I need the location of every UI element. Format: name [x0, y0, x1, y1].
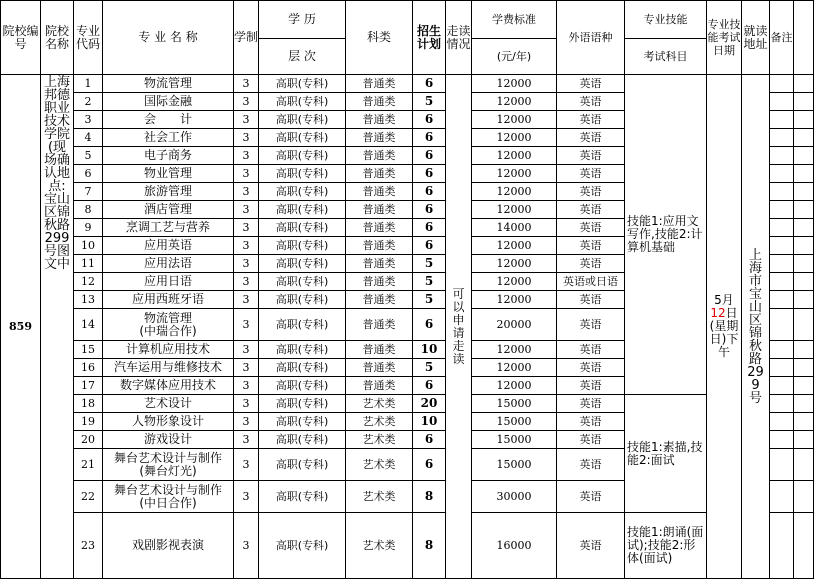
fee-cell: 12000: [472, 183, 557, 201]
col-header-education-bottom: 层 次: [259, 39, 346, 75]
category-cell: 普通类: [346, 111, 413, 129]
major-code-cell: 23: [74, 513, 103, 579]
major-name-cell: [103, 359, 234, 377]
major-name-cell: [103, 201, 234, 219]
major-name-cell: [103, 431, 234, 449]
major-name-text: 数字媒体应用技术: [119, 378, 216, 392]
language-cell: 英语: [557, 291, 625, 309]
category-cell: 普通类: [346, 377, 413, 395]
plan-cell: 5: [413, 93, 446, 111]
category-cell: 普通类: [346, 219, 413, 237]
category-cell: 艺术类: [346, 431, 413, 449]
language-cell: 英语: [557, 183, 625, 201]
major-name-cell: [103, 273, 234, 291]
major-name-note: (中瑞合作): [139, 323, 197, 338]
fee-cell: 14000: [472, 219, 557, 237]
major-name-cell: [103, 219, 234, 237]
fee-cell: 12000: [472, 273, 557, 291]
skill-exam-cell-drama: 技能1:朗诵(面试);技能2:形体(面试): [625, 513, 707, 579]
major-name-cell: [103, 481, 234, 513]
col-header-years: 学制: [234, 1, 259, 75]
blank-cell: [794, 111, 814, 129]
major-code-cell: 17: [74, 377, 103, 395]
blank-cell: [794, 273, 814, 291]
col-header-language: 外语语种: [557, 1, 625, 75]
note-cell: [770, 413, 794, 431]
years-cell: 3: [234, 513, 259, 579]
major-code-cell: 5: [74, 147, 103, 165]
education-cell: 高职(专科): [259, 273, 346, 291]
major-name-text: 会 计: [143, 112, 192, 126]
col-header-fee-bottom: (元/年): [472, 39, 557, 75]
education-cell: 高职(专科): [259, 377, 346, 395]
note-cell: [770, 201, 794, 219]
note-cell: [770, 431, 794, 449]
major-name-text: 艺术设计: [143, 396, 192, 410]
language-cell: 英语: [557, 219, 625, 237]
years-cell: 3: [234, 449, 259, 481]
plan-cell: 5: [413, 291, 446, 309]
note-cell: [770, 183, 794, 201]
blank-cell: [794, 309, 814, 341]
skill-exam-cell-art: 技能1:素描,技能2:面试: [625, 395, 707, 513]
major-code-cell: 21: [74, 449, 103, 481]
note-cell: [770, 449, 794, 481]
col-header-skill-top: 专业技能: [625, 1, 707, 39]
years-cell: 3: [234, 309, 259, 341]
category-cell: 普通类: [346, 183, 413, 201]
note-cell: [770, 111, 794, 129]
note-cell: [770, 309, 794, 341]
major-name-text: 舞台艺术设计与制作: [113, 482, 222, 497]
fee-cell: 12000: [472, 201, 557, 219]
col-header-education-top: 学 历: [259, 1, 346, 39]
education-cell: 高职(专科): [259, 147, 346, 165]
education-cell: 高职(专科): [259, 395, 346, 413]
fee-cell: 20000: [472, 309, 557, 341]
col-header-school-code: 院校编号: [1, 1, 41, 75]
col-header-fee-top: 学费标准: [472, 1, 557, 39]
education-cell: 高职(专科): [259, 183, 346, 201]
education-cell: 高职(专科): [259, 201, 346, 219]
blank-cell: [794, 147, 814, 165]
category-cell: 普通类: [346, 273, 413, 291]
col-header-address: 就读地址: [742, 1, 770, 75]
major-name-text: 旅游管理: [143, 184, 192, 198]
major-name-text: 人物形象设计: [131, 414, 204, 428]
education-cell: 高职(专科): [259, 359, 346, 377]
major-code-cell: 22: [74, 481, 103, 513]
language-cell: 英语: [557, 165, 625, 183]
language-cell: 英语: [557, 449, 625, 481]
category-cell: 艺术类: [346, 395, 413, 413]
col-header-note: 备注: [770, 1, 794, 75]
blank-cell: [794, 201, 814, 219]
major-name-cell: [103, 449, 234, 481]
major-code-cell: 2: [74, 93, 103, 111]
language-cell: 英语: [557, 93, 625, 111]
education-cell: 高职(专科): [259, 431, 346, 449]
note-cell: [770, 129, 794, 147]
years-cell: 3: [234, 395, 259, 413]
major-code-cell: 11: [74, 255, 103, 273]
note-cell: [770, 147, 794, 165]
plan-cell: 5: [413, 359, 446, 377]
years-cell: 3: [234, 431, 259, 449]
major-name-cell: [103, 129, 234, 147]
years-cell: 3: [234, 341, 259, 359]
plan-cell: 10: [413, 413, 446, 431]
blank-header-cell: [794, 1, 814, 75]
note-cell: [770, 481, 794, 513]
major-name-cell: [103, 513, 234, 579]
years-cell: 3: [234, 111, 259, 129]
note-cell: [770, 75, 794, 93]
col-header-school-name: 院校名称: [41, 1, 74, 75]
major-name-text: 酒店管理: [143, 202, 192, 216]
language-cell: 英语: [557, 341, 625, 359]
fee-cell: 12000: [472, 255, 557, 273]
language-cell: 英语: [557, 75, 625, 93]
major-code-cell: 3: [74, 111, 103, 129]
blank-cell: [794, 395, 814, 413]
language-cell: 英语: [557, 147, 625, 165]
major-name-text: 电子商务: [143, 148, 192, 162]
category-cell: 普通类: [346, 129, 413, 147]
major-name-note: (中日合作): [139, 495, 197, 510]
years-cell: 3: [234, 183, 259, 201]
note-cell: [770, 341, 794, 359]
major-name-cell: [103, 413, 234, 431]
blank-cell: [794, 219, 814, 237]
major-name-text: 物业管理: [143, 166, 192, 180]
fee-cell: 12000: [472, 237, 557, 255]
plan-cell: 6: [413, 219, 446, 237]
years-cell: 3: [234, 75, 259, 93]
language-cell: 英语: [557, 377, 625, 395]
fee-cell: 16000: [472, 513, 557, 579]
category-cell: 普通类: [346, 93, 413, 111]
major-name-cell: [103, 377, 234, 395]
blank-cell: [794, 75, 814, 93]
fee-cell: 12000: [472, 75, 557, 93]
years-cell: 3: [234, 291, 259, 309]
category-cell: 普通类: [346, 341, 413, 359]
note-cell: [770, 395, 794, 413]
note-cell: [770, 273, 794, 291]
major-name-cell: [103, 165, 234, 183]
language-cell: 英语: [557, 111, 625, 129]
blank-cell: [794, 449, 814, 481]
major-code-cell: 18: [74, 395, 103, 413]
blank-cell: [794, 93, 814, 111]
category-cell: 艺术类: [346, 481, 413, 513]
note-cell: [770, 377, 794, 395]
years-cell: 3: [234, 377, 259, 395]
language-cell: 英语或日语: [557, 273, 625, 291]
major-code-cell: 16: [74, 359, 103, 377]
education-cell: 高职(专科): [259, 75, 346, 93]
major-name-cell: [103, 75, 234, 93]
major-name-text: 计算机应用技术: [125, 342, 210, 356]
major-code-cell: 10: [74, 237, 103, 255]
major-name-text: 戏剧影视表演: [131, 538, 204, 552]
major-name-text: 国际金融: [143, 94, 192, 108]
category-cell: 普通类: [346, 359, 413, 377]
years-cell: 3: [234, 93, 259, 111]
major-code-cell: 13: [74, 291, 103, 309]
fee-cell: 12000: [472, 129, 557, 147]
years-cell: 3: [234, 481, 259, 513]
education-cell: 高职(专科): [259, 413, 346, 431]
major-name-text: 社会工作: [143, 130, 192, 144]
major-name-cell: [103, 255, 234, 273]
education-cell: 高职(专科): [259, 255, 346, 273]
blank-cell: [794, 237, 814, 255]
major-name-text: 舞台艺术设计与制作: [113, 450, 222, 465]
education-cell: 高职(专科): [259, 309, 346, 341]
category-cell: 普通类: [346, 237, 413, 255]
fee-cell: 12000: [472, 165, 557, 183]
language-cell: 英语: [557, 359, 625, 377]
plan-cell: 5: [413, 273, 446, 291]
years-cell: 3: [234, 219, 259, 237]
skill-exam-date-cell: [707, 75, 742, 579]
language-cell: 英语: [557, 513, 625, 579]
plan-cell: 6: [413, 309, 446, 341]
school-code-cell: 859: [1, 75, 41, 579]
major-name-text: 应用英语: [143, 238, 192, 252]
fee-cell: 12000: [472, 341, 557, 359]
major-code-cell: 1: [74, 75, 103, 93]
blank-cell: [794, 359, 814, 377]
blank-cell: [794, 165, 814, 183]
col-header-category: 科类: [346, 1, 413, 75]
language-cell: 英语: [557, 201, 625, 219]
blank-cell: [794, 341, 814, 359]
skill-exam-cell-general: 技能1:应用文写作,技能2:计算机基础: [625, 75, 707, 395]
major-code-cell: 15: [74, 341, 103, 359]
major-name-text: 应用日语: [143, 274, 192, 288]
major-code-cell: 12: [74, 273, 103, 291]
years-cell: 3: [234, 413, 259, 431]
col-header-walk: 走读情况: [446, 1, 472, 75]
col-header-skill-date: 专业技能考试日期: [707, 1, 742, 75]
col-header-plan: 招生计划: [413, 1, 446, 75]
walk-cell: 可以申请走读: [446, 75, 472, 579]
fee-cell: 30000: [472, 481, 557, 513]
table-row: [1, 395, 814, 413]
fee-cell: 15000: [472, 431, 557, 449]
plan-cell: 6: [413, 147, 446, 165]
exam-date-day: 12: [710, 306, 726, 320]
years-cell: 3: [234, 165, 259, 183]
major-name-text: 物流管理: [143, 76, 192, 90]
education-cell: 高职(专科): [259, 481, 346, 513]
major-code-cell: 7: [74, 183, 103, 201]
education-cell: 高职(专科): [259, 237, 346, 255]
note-cell: [770, 255, 794, 273]
major-code-cell: 6: [74, 165, 103, 183]
education-cell: 高职(专科): [259, 111, 346, 129]
plan-cell: 6: [413, 129, 446, 147]
language-cell: 英语: [557, 255, 625, 273]
language-cell: 英语: [557, 395, 625, 413]
note-cell: [770, 93, 794, 111]
major-code-cell: 8: [74, 201, 103, 219]
major-name-cell: [103, 93, 234, 111]
fee-cell: 12000: [472, 359, 557, 377]
category-cell: 普通类: [346, 201, 413, 219]
education-cell: 高职(专科): [259, 291, 346, 309]
education-cell: 高职(专科): [259, 341, 346, 359]
blank-cell: [794, 129, 814, 147]
note-cell: [770, 513, 794, 579]
plan-cell: 6: [413, 75, 446, 93]
blank-cell: [794, 183, 814, 201]
category-cell: 艺术类: [346, 513, 413, 579]
major-name-text: 应用法语: [143, 256, 192, 270]
major-name-cell: [103, 237, 234, 255]
col-header-major-name: 专 业 名 称: [103, 1, 234, 75]
language-cell: 英语: [557, 129, 625, 147]
fee-cell: 12000: [472, 111, 557, 129]
years-cell: 3: [234, 237, 259, 255]
major-name-text: 物流管理: [143, 310, 192, 325]
plan-cell: 6: [413, 183, 446, 201]
years-cell: 3: [234, 147, 259, 165]
col-header-major-code: 专业代码: [74, 1, 103, 75]
major-name-text: 游戏设计: [143, 432, 192, 446]
plan-cell: 5: [413, 255, 446, 273]
plan-cell: 20: [413, 395, 446, 413]
education-cell: 高职(专科): [259, 219, 346, 237]
major-name-cell: [103, 111, 234, 129]
fee-cell: 12000: [472, 93, 557, 111]
plan-cell: 6: [413, 449, 446, 481]
major-name-cell: [103, 291, 234, 309]
fee-cell: 15000: [472, 449, 557, 481]
category-cell: 普通类: [346, 255, 413, 273]
blank-cell: [794, 255, 814, 273]
note-cell: [770, 237, 794, 255]
plan-cell: 10: [413, 341, 446, 359]
plan-cell: 6: [413, 111, 446, 129]
major-name-text: 汽车运用与维修技术: [113, 360, 222, 374]
category-cell: 艺术类: [346, 449, 413, 481]
language-cell: 英语: [557, 309, 625, 341]
table-row: [1, 513, 814, 579]
education-cell: 高职(专科): [259, 165, 346, 183]
fee-cell: 15000: [472, 395, 557, 413]
plan-cell: 6: [413, 201, 446, 219]
note-cell: [770, 219, 794, 237]
blank-cell: [794, 431, 814, 449]
years-cell: 3: [234, 255, 259, 273]
col-header-skill-bottom: 考试科目: [625, 39, 707, 75]
language-cell: 英语: [557, 431, 625, 449]
major-name-text: 烹调工艺与营养: [125, 220, 210, 234]
education-cell: 高职(专科): [259, 513, 346, 579]
major-code-cell: 9: [74, 219, 103, 237]
major-name-cell: [103, 183, 234, 201]
plan-cell: 8: [413, 513, 446, 579]
language-cell: 英语: [557, 237, 625, 255]
major-code-cell: 14: [74, 309, 103, 341]
major-code-cell: 20: [74, 431, 103, 449]
major-name-cell: [103, 147, 234, 165]
note-cell: [770, 359, 794, 377]
plan-cell: 6: [413, 431, 446, 449]
education-cell: 高职(专科): [259, 93, 346, 111]
education-cell: 高职(专科): [259, 129, 346, 147]
fee-cell: 15000: [472, 413, 557, 431]
major-name-text: 应用西班牙语: [131, 292, 204, 306]
major-name-cell: [103, 309, 234, 341]
blank-cell: [794, 513, 814, 579]
years-cell: 3: [234, 129, 259, 147]
years-cell: 3: [234, 359, 259, 377]
table-row: [1, 75, 814, 93]
blank-cell: [794, 413, 814, 431]
school-name-cell: 上海邦德职业技术学院(现场确认地点:宝山区锦秋路299号图文中: [41, 75, 74, 579]
note-cell: [770, 291, 794, 309]
blank-cell: [794, 291, 814, 309]
education-cell: 高职(专科): [259, 449, 346, 481]
plan-cell: 6: [413, 237, 446, 255]
category-cell: 普通类: [346, 147, 413, 165]
category-cell: 普通类: [346, 309, 413, 341]
category-cell: 普通类: [346, 165, 413, 183]
exam-date-rest: 日(星期日)下午: [709, 306, 739, 359]
exam-date-month: 5月: [714, 293, 734, 307]
major-code-cell: 4: [74, 129, 103, 147]
category-cell: 艺术类: [346, 413, 413, 431]
major-name-cell: [103, 341, 234, 359]
language-cell: 英语: [557, 413, 625, 431]
fee-cell: 12000: [472, 291, 557, 309]
plan-cell: 6: [413, 165, 446, 183]
fee-cell: 12000: [472, 377, 557, 395]
major-code-cell: 19: [74, 413, 103, 431]
category-cell: 普通类: [346, 291, 413, 309]
years-cell: 3: [234, 201, 259, 219]
plan-cell: 8: [413, 481, 446, 513]
blank-cell: [794, 377, 814, 395]
note-cell: [770, 165, 794, 183]
blank-cell: [794, 481, 814, 513]
category-cell: 普通类: [346, 75, 413, 93]
plan-cell: 6: [413, 377, 446, 395]
major-name-cell: [103, 395, 234, 413]
language-cell: 英语: [557, 481, 625, 513]
study-address-cell: 上海市宝山区锦秋路299号: [742, 75, 770, 579]
fee-cell: 12000: [472, 147, 557, 165]
major-name-note: (舞台灯光): [139, 463, 197, 478]
years-cell: 3: [234, 273, 259, 291]
